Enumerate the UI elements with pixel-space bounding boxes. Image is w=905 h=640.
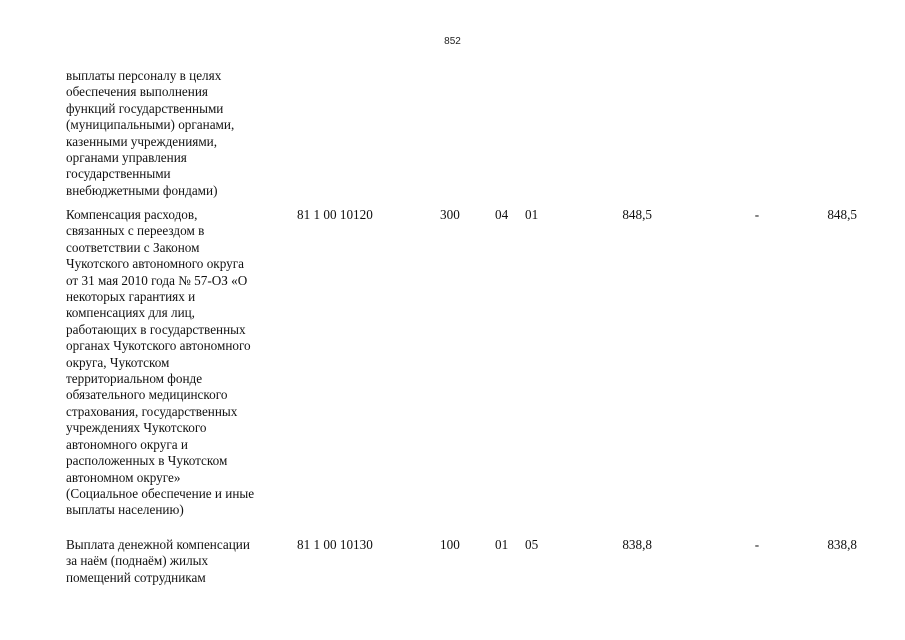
text-line: выплаты населению) xyxy=(66,502,184,518)
continuation-text xyxy=(66,68,234,199)
text-line: некоторых гарантиях и xyxy=(66,289,196,305)
target-article-code: 81 1 00 10120 xyxy=(297,207,373,222)
expense-type-code: 300 xyxy=(440,207,460,222)
text-line: функций государственными xyxy=(66,100,224,116)
target-article-code: 81 1 00 10130 xyxy=(297,537,373,552)
text-line: Компенсация расходов, xyxy=(66,207,198,222)
total-sum: 838,8 xyxy=(827,537,857,552)
text-line: органами управления xyxy=(66,150,187,166)
text-line: связанных с переездом в xyxy=(66,223,205,239)
text-line: обязательного медицинского xyxy=(66,387,228,403)
text-line: компенсациях для лиц, xyxy=(66,305,195,321)
row-name xyxy=(66,537,250,586)
text-line: казенными учреждениями, xyxy=(66,133,218,149)
section-code: 04 xyxy=(495,207,509,222)
text-line: органах Чукотского автономного xyxy=(66,338,251,354)
total-sum: 848,5 xyxy=(827,207,857,222)
text-line: учреждениях Чукотского xyxy=(66,420,207,436)
text-line: (муниципальными) органами, xyxy=(66,117,235,133)
text-line: соответствии с Законом xyxy=(66,239,200,255)
text-line: выплаты персоналу в целях xyxy=(66,68,222,83)
text-line: обеспечения выполнения xyxy=(66,84,208,100)
text-line: внебюджетными фондами) xyxy=(66,182,218,198)
approved-sum: 838,8 xyxy=(622,537,652,552)
text-line: страхования, государственных xyxy=(66,403,238,419)
text-line: помещений сотрудникам xyxy=(66,569,206,585)
subsection-code: 05 xyxy=(525,537,539,552)
text-line: от 31 мая 2010 года № 57-ОЗ «О xyxy=(66,272,248,288)
text-line: работающих в государственных xyxy=(66,321,246,337)
text-line: государственными xyxy=(66,166,171,182)
text-line: территориальном фонде xyxy=(66,371,203,387)
text-line: Выплата денежной компенсации xyxy=(66,537,250,552)
change-amount: - xyxy=(754,207,760,222)
text-line: за наём (поднаём) жилых xyxy=(66,553,209,569)
expense-type-code: 100 xyxy=(440,537,460,552)
text-line: автономного округа и xyxy=(66,436,188,452)
change-amount: - xyxy=(754,537,760,552)
row-name xyxy=(66,207,254,519)
text-line: автономном округе» xyxy=(66,469,181,485)
text-line: расположенных в Чукотском xyxy=(66,453,228,469)
text-line: Чукотского автономного округа xyxy=(66,256,244,272)
subsection-code: 01 xyxy=(525,207,539,222)
page-number: 852 xyxy=(444,36,461,47)
approved-sum: 848,5 xyxy=(622,207,652,222)
section-code: 01 xyxy=(495,537,509,552)
text-line: (Социальное обеспечение и иные xyxy=(66,485,255,501)
text-line: округа, Чукотском xyxy=(66,354,170,370)
